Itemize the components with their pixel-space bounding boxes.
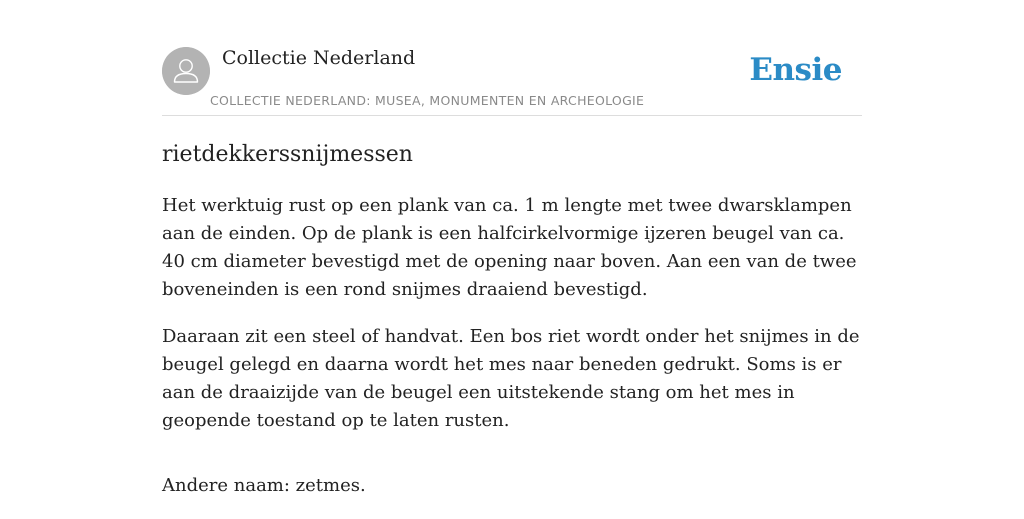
page-container	[162, 0, 862, 496]
entry-paragraph: Andere naam: zetmes.	[162, 475, 366, 496]
entry-paragraph: Het werktuig rust op een plank van ca. 1 m lengte met twee dwarsklampen aan de einden. Op de plank is een halfcirkelvormige ijzeren beugel van ca. 40 cm diameter bevestigd met de opening naar boven. Aan een van de twee boveneinden is een rond snijmes draaiend bevestigd.	[162, 195, 857, 300]
header	[162, 0, 862, 116]
user-icon	[162, 47, 210, 95]
author-name[interactable]: Collectie Nederland	[222, 47, 416, 69]
brand-logo[interactable]: Ensie	[749, 52, 842, 88]
entry-paragraph: Daaraan zit een steel of handvat. Een bos riet wordt onder het snijmes in de beugel gelegd en daarna wordt het mes naar beneden gedrukt. Soms is er aan de draaizijde van de beugel een uitstekende stang om het mes in geopende toestand op te laten rusten.	[162, 326, 860, 431]
entry-title: rietdekkerssnijmessen	[162, 142, 413, 167]
entry-body	[162, 192, 862, 519]
avatar[interactable]	[162, 47, 210, 95]
collection-subtitle[interactable]: COLLECTIE NEDERLAND: MUSEA, MONUMENTEN EN ARCHEOLOGIE	[210, 93, 645, 108]
